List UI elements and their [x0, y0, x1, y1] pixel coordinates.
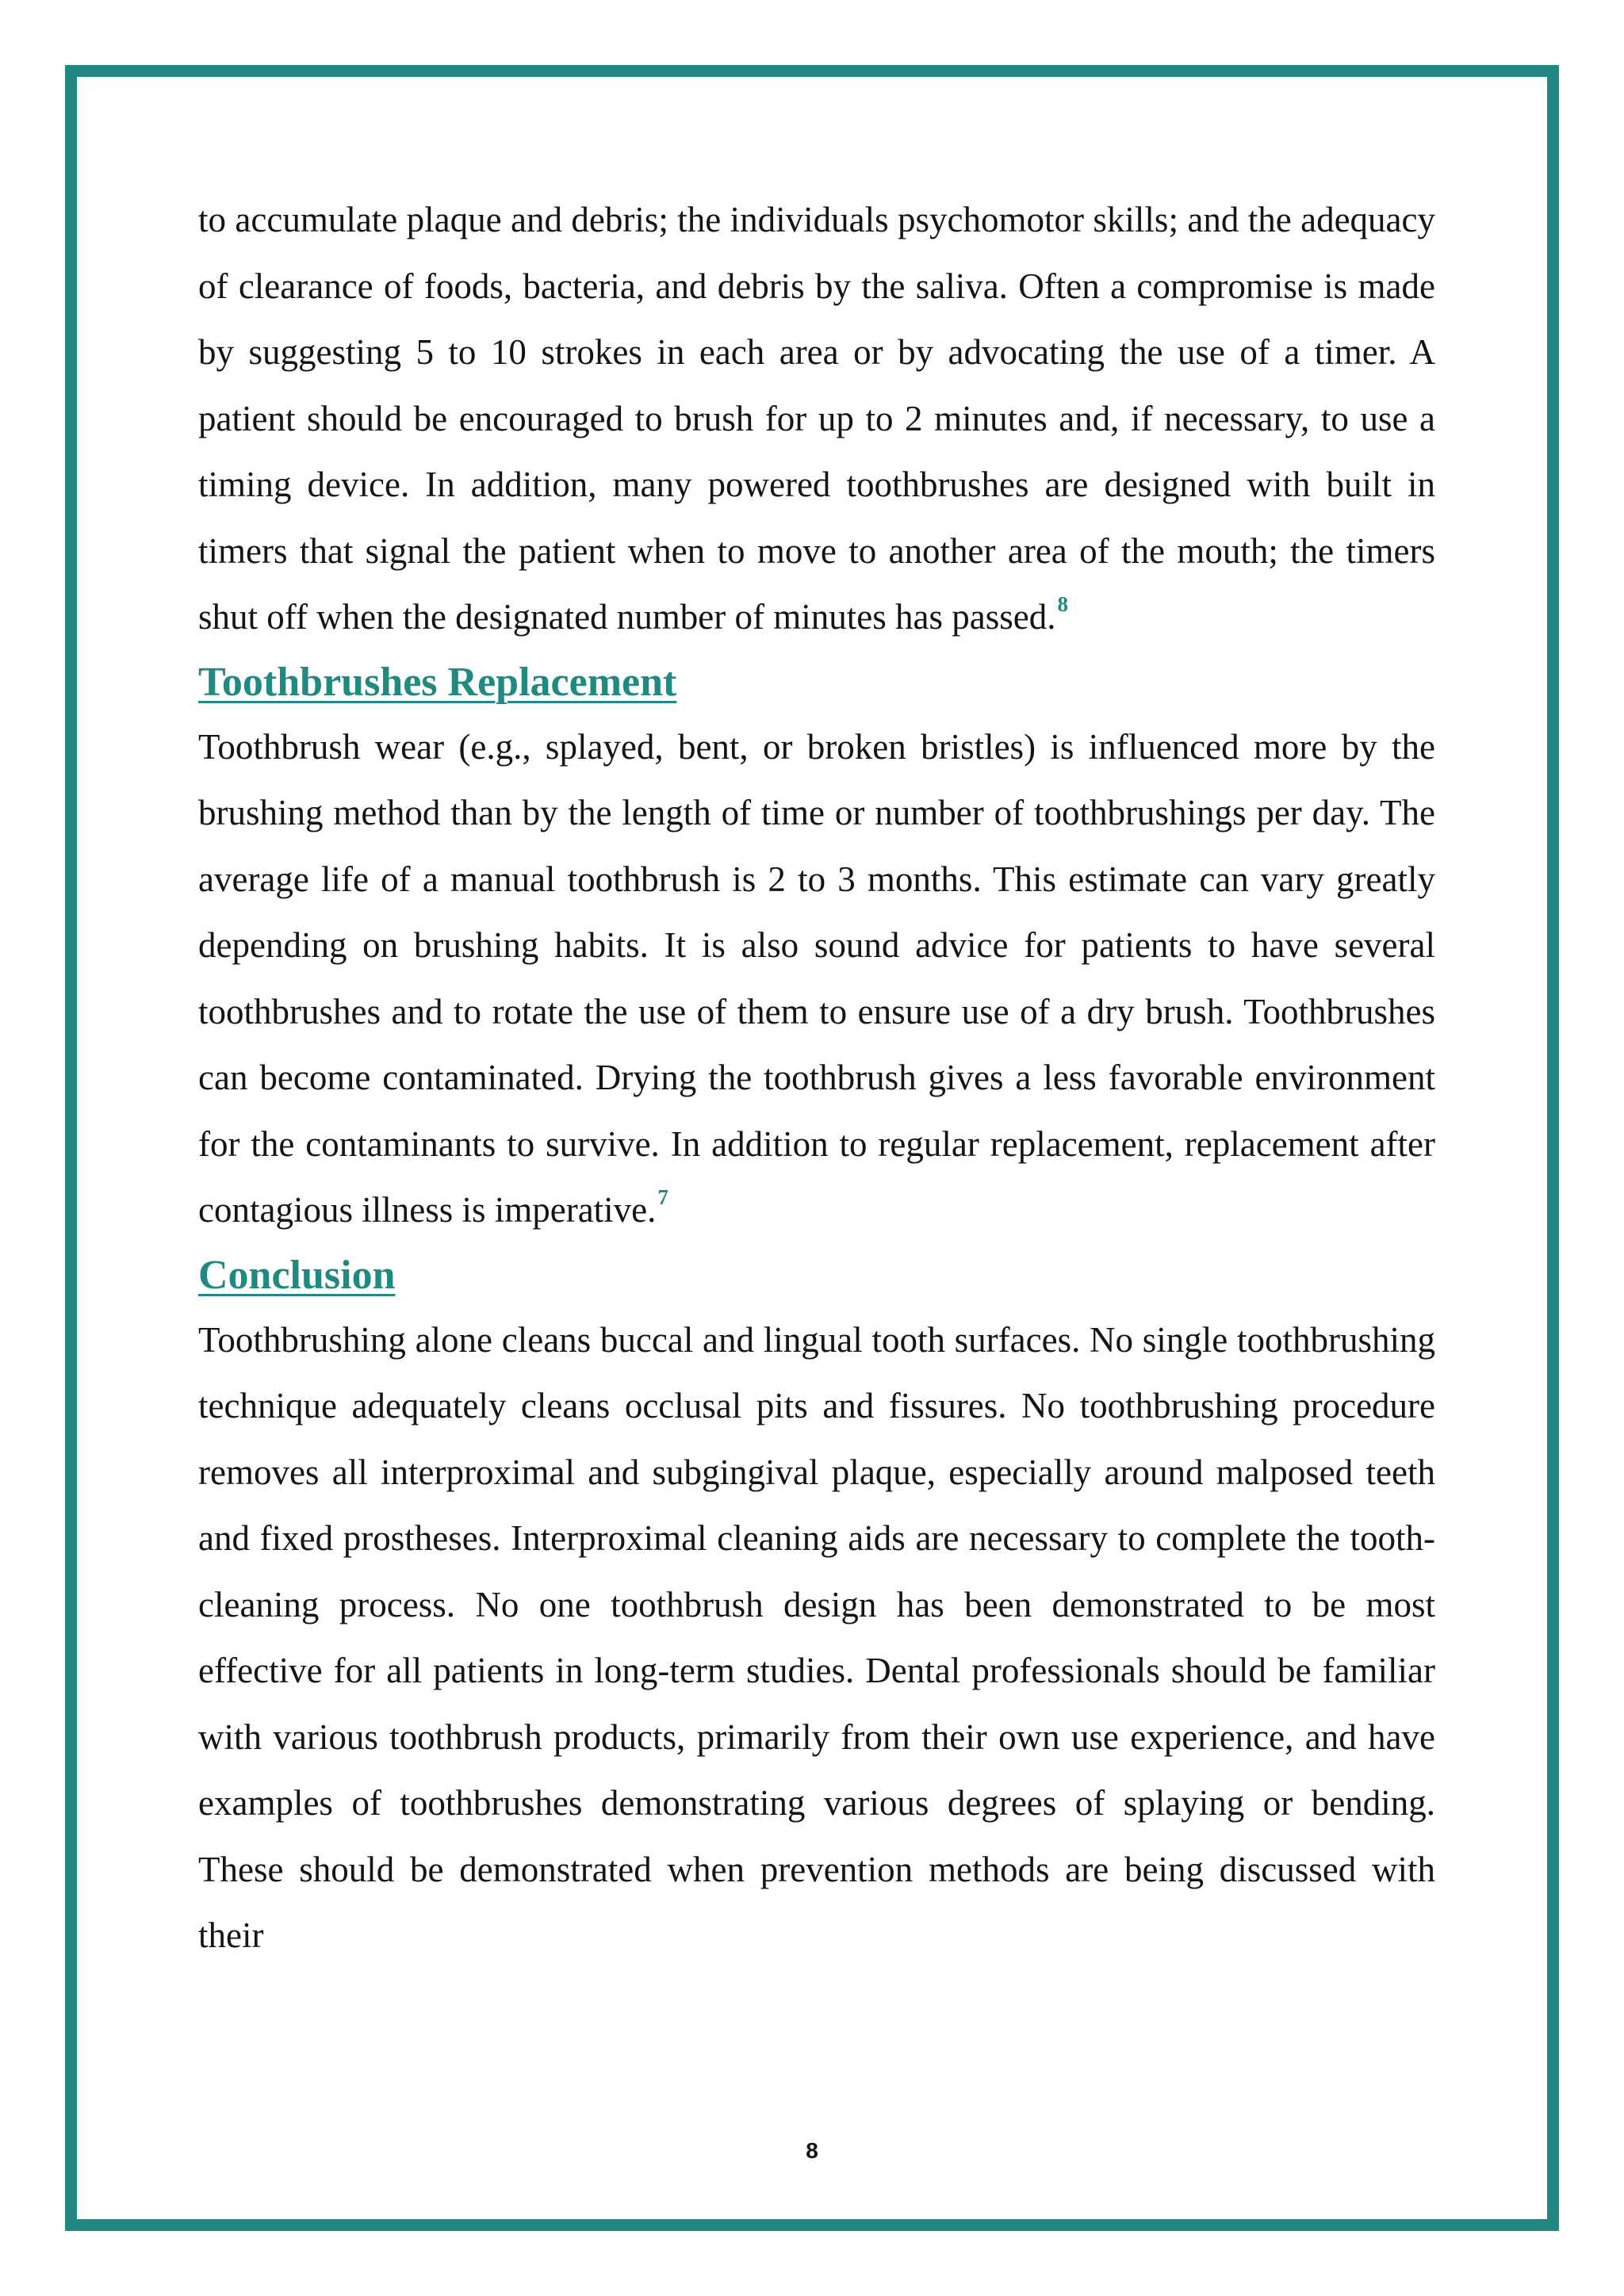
intro-text: to accumulate plaque and debris; the individuals psychomotor skills; and the adequacy of clearance of foods, bacteria, and debris by the saliva. Often a compromise is made by suggesting 5 to 10 strokes in each area or by advocating the use of a timer. A patient should be encouraged to brush for up to 2 minutes and, if necessary, to use a timing device. In addition, many powered toothbrushes are designed with built in timers that signal the patient when to move to another area of the mouth; the timers shut off when the designated number of minutes has passed.: [198, 200, 1435, 637]
conclusion-paragraph: [198, 1307, 1435, 1969]
document-body: [198, 187, 1435, 1969]
replacement-text: Toothbrush wear (e.g., splayed, bent, or broken bristles) is influenced more by the brushing method than by the length of time or number of toothbrushings per day. The average life of a manual toothbrush is 2 to 3 months. This estimate can vary greatly depending on brushing habits. It is also sound advice for patients to have several toothbrushes and to rotate the use of them to ensure use of a dry brush. Toothbrushes can become contaminated. Drying the toothbrush gives a less favorable environment for the contaminants to survive. In addition to regular replacement, replacement after contagious illness is imperative.: [198, 726, 1435, 1230]
conclusion-text: Toothbrushing alone cleans buccal and lingual tooth surfaces. No single toothbrushing technique adequately cleans occlusal pits and fissures. No toothbrushing procedure removes all interproximal and subgingival plaque, especially around malposed teeth and fixed prostheses. Interproximal cleaning aids are necessary to complete the tooth-cleaning process. No one toothbrush design has been demonstrated to be most effective for all patients in long-term studies. Dental professionals should be familiar with various toothbrush products, primarily from their own use experience, and have examples of toothbrushes demonstrating various degrees of splaying or bending. These should be demonstrated when prevention methods are being discussed with their: [198, 1319, 1435, 1955]
conclusion-heading: Conclusion: [198, 1252, 396, 1298]
replacement-heading: Toothbrushes Replacement: [198, 659, 677, 705]
page-number: 8: [806, 2138, 818, 2163]
intro-paragraph: [198, 187, 1435, 651]
reference-7: 7: [657, 1185, 668, 1209]
replacement-paragraph: [198, 714, 1435, 1244]
reference-8: 8: [1057, 592, 1068, 616]
